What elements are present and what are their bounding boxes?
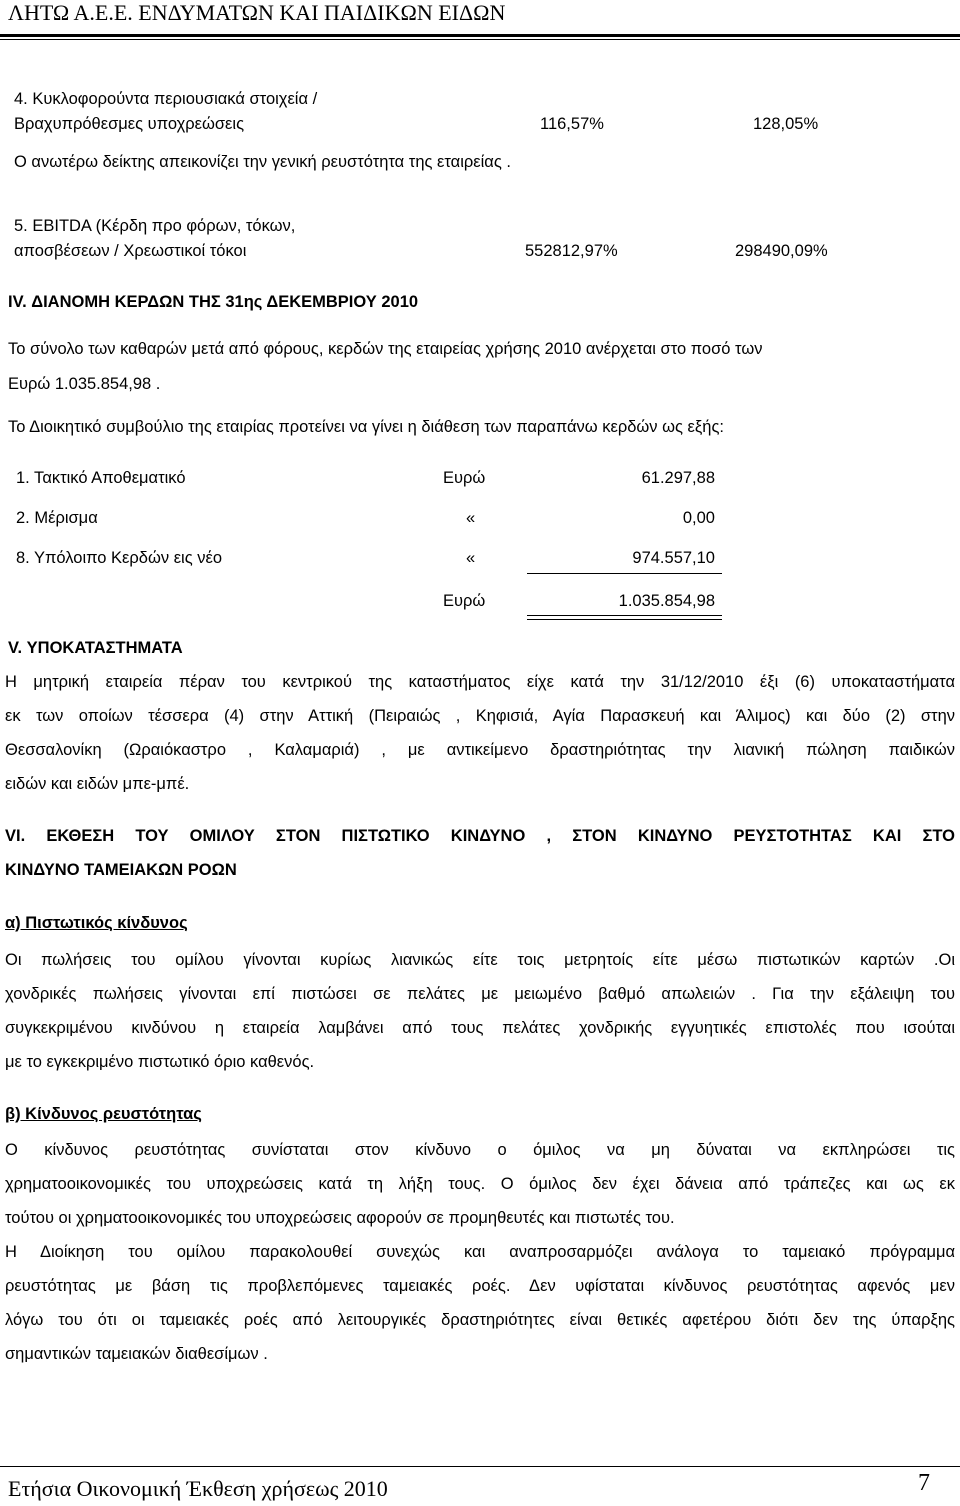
ratio4-line2: Βραχυπρόθεσμες υποχρεώσεις <box>14 115 245 133</box>
liquidity-risk-line-4: Η Διοίκηση του ομίλου παρακολουθεί συνεχώς και αναπροσαρμόζει ανάλογα το ταμειακό πρόγραμμα <box>5 1243 955 1261</box>
liquidity-risk-line-1: Ο κίνδυνος ρευστότητας συνίσταται στον κίνδυνο ο όμιλος να μη δύναται να εκπληρώσει τις <box>5 1141 955 1159</box>
liquidity-risk-line-7: σημαντικών ταμειακών διαθεσίμων . <box>5 1345 268 1363</box>
distribution-value-2: 0,00 <box>682 509 715 527</box>
liquidity-risk-line-5: ρευστότητας με βάση τις προβλεπόμενες ταμειακές ροές. Δεν υφίσταται κίνδυνος ρευστότητας αφενός μεν <box>5 1277 955 1295</box>
distribution-total-cur: Ευρώ <box>443 592 486 610</box>
section5-line-1: Η μητρική εταιρεία πέραν του κεντρικού της καταστήματος είχε κατά την 31/12/2010 έξι (6) υποκαταστήματα <box>5 673 955 691</box>
section4-p1-line2: Ευρώ 1.035.854,98 . <box>8 375 161 393</box>
header-rule-thin <box>0 39 960 40</box>
section4-title: IV. ΔΙΑΝΟΜΗ ΚΕΡΔΩΝ ΤΗΣ 31ης ΔΕΚΕΜΒΡΙΟΥ 2010 <box>8 293 419 311</box>
section6-title-line1: VI. ΕΚΘΕΣΗ ΤΟΥ ΟΜΙΛΟΥ ΣΤΟΝ ΠΙΣΤΩΤΙΚΟ ΚΙΝΔΥΝΟ , ΣΤΟΝ ΚΙΝΔΥΝΟ ΡΕΥΣΤΟΤΗΤΑΣ ΚΑΙ ΣΤΟ <box>5 827 955 845</box>
subtotal-rule <box>527 573 722 574</box>
distribution-total-value: 1.035.854,98 <box>618 592 715 610</box>
distribution-value-1: 61.297,88 <box>641 469 715 487</box>
section5-line-2: εκ των οποίων τέσσερα (4) στην Αττική (Πειραιώς , Κηφισιά, Αγία Παρασκευή και Άλιμος) και δύο (2) στην <box>5 707 955 725</box>
section4-p2: Το Διοικητικό συμβούλιο της εταιρίας προτείνει να γίνει η διάθεση των παραπάνω κερδών ως εξής: <box>8 418 725 436</box>
section5-line-3: Θεσσαλονίκη (Ωραιόκαστρο , Καλαμαριά) , με αντικείμενο δραστηριότητας την λιανική πώληση παιδικών <box>5 741 955 759</box>
ratio5-line1: 5. EBITDA (Κέρδη προ φόρων, τόκων, <box>14 217 296 235</box>
credit-risk-line-2: χονδρικές πωλήσεις γίνονται επί πιστώσει σε πελάτες με μειωμένο βαθμό απωλειών . Για την εξάλειψη του <box>5 985 955 1003</box>
header-rule-thick <box>0 34 960 37</box>
footer-rule <box>0 1466 960 1467</box>
ratio4-value-2009: 128,05% <box>753 115 819 133</box>
credit-risk-title: α) Πιστωτικός κίνδυνος <box>5 914 188 932</box>
ratio4-note: Ο ανωτέρω δείκτης απεικονίζει την γενική ρευστότητα της εταιρείας . <box>14 153 511 171</box>
distribution-value-3: 974.557,10 <box>632 549 715 567</box>
section5-line-4: ειδών και ειδών μπε-μπέ. <box>5 775 190 793</box>
ratio5-value-2010: 552812,97% <box>525 242 618 260</box>
page-header-title: ΛΗΤΩ Α.Ε.Ε. ΕΝΔΥΜΑΤΩΝ ΚΑΙ ΠΑΙΔΙΚΩΝ ΕΙΔΩΝ <box>8 0 506 25</box>
total-rule-2 <box>527 619 722 620</box>
total-rule-1 <box>527 615 722 616</box>
ratio5-value-2009: 298490,09% <box>735 242 828 260</box>
footer-title: Ετήσια Οικονομική Έκθεση χρήσεως 2010 <box>8 1476 388 1501</box>
distribution-cur-3: « <box>466 549 476 567</box>
credit-risk-line-3: συγκεκριμένου κινδύνου η εταιρεία λαμβάνει από τους πελάτες χονδρικής εγγυητικές επιστολές που ισούται <box>5 1019 955 1037</box>
section6-title-line2: ΚΙΝΔΥΝΟ ΤΑΜΕΙΑΚΩΝ ΡΟΩΝ <box>5 861 237 879</box>
distribution-label-3: 8. Υπόλοιπο Κερδών εις νέο <box>16 549 223 567</box>
liquidity-risk-title: β) Κίνδυνος ρευστότητας <box>5 1105 202 1123</box>
section5-title: V. ΥΠΟΚΑΤΑΣΤΗΜΑΤΑ <box>8 639 183 657</box>
liquidity-risk-line-6: λόγω του ότι οι ταμειακές ροές από λειτουργικές δραστηριότητες είναι θετικές αφετέρου διότι δεν της ύπαρξης <box>5 1311 955 1329</box>
ratio4-line1: 4. Κυκλοφορούντα περιουσιακά στοιχεία / <box>14 90 318 108</box>
credit-risk-line-1: Οι πωλήσεις του ομίλου γίνονται κυρίως λιανικώς είτε τοις μετρητοίς είτε μέσω πιστωτικών καρτών .Οι <box>5 951 955 969</box>
distribution-cur-1: Ευρώ <box>443 469 486 487</box>
liquidity-risk-line-2: χρηματοοικονομικές του υποχρεώσεις κατά τη λήξη τους. Ο όμιλος δεν έχει δάνεια από τράπεζες και ως εκ <box>5 1175 955 1193</box>
ratio4-value-2010: 116,57% <box>540 115 604 133</box>
distribution-label-1: 1. Τακτικό Αποθεματικό <box>16 469 186 487</box>
distribution-cur-2: « <box>466 509 476 527</box>
ratio5-line2: αποσβέσεων / Χρεωστικοί τόκοι <box>14 242 247 260</box>
page-number: 7 <box>918 1470 930 1496</box>
section4-p1-line1: Το σύνολο των καθαρών μετά από φόρους, κερδών της εταιρείας χρήσης 2010 ανέρχεται στο ποσό των <box>8 340 763 358</box>
credit-risk-line-4: με το εγκεκριμένο πιστωτικό όριο καθενός. <box>5 1053 315 1071</box>
distribution-label-2: 2. Μέρισμα <box>16 509 98 527</box>
liquidity-risk-line-3: τούτου οι χρηματοοικονομικές του υποχρεώσεις αφορούν σε προμηθευτές και πιστωτές του. <box>5 1209 675 1227</box>
